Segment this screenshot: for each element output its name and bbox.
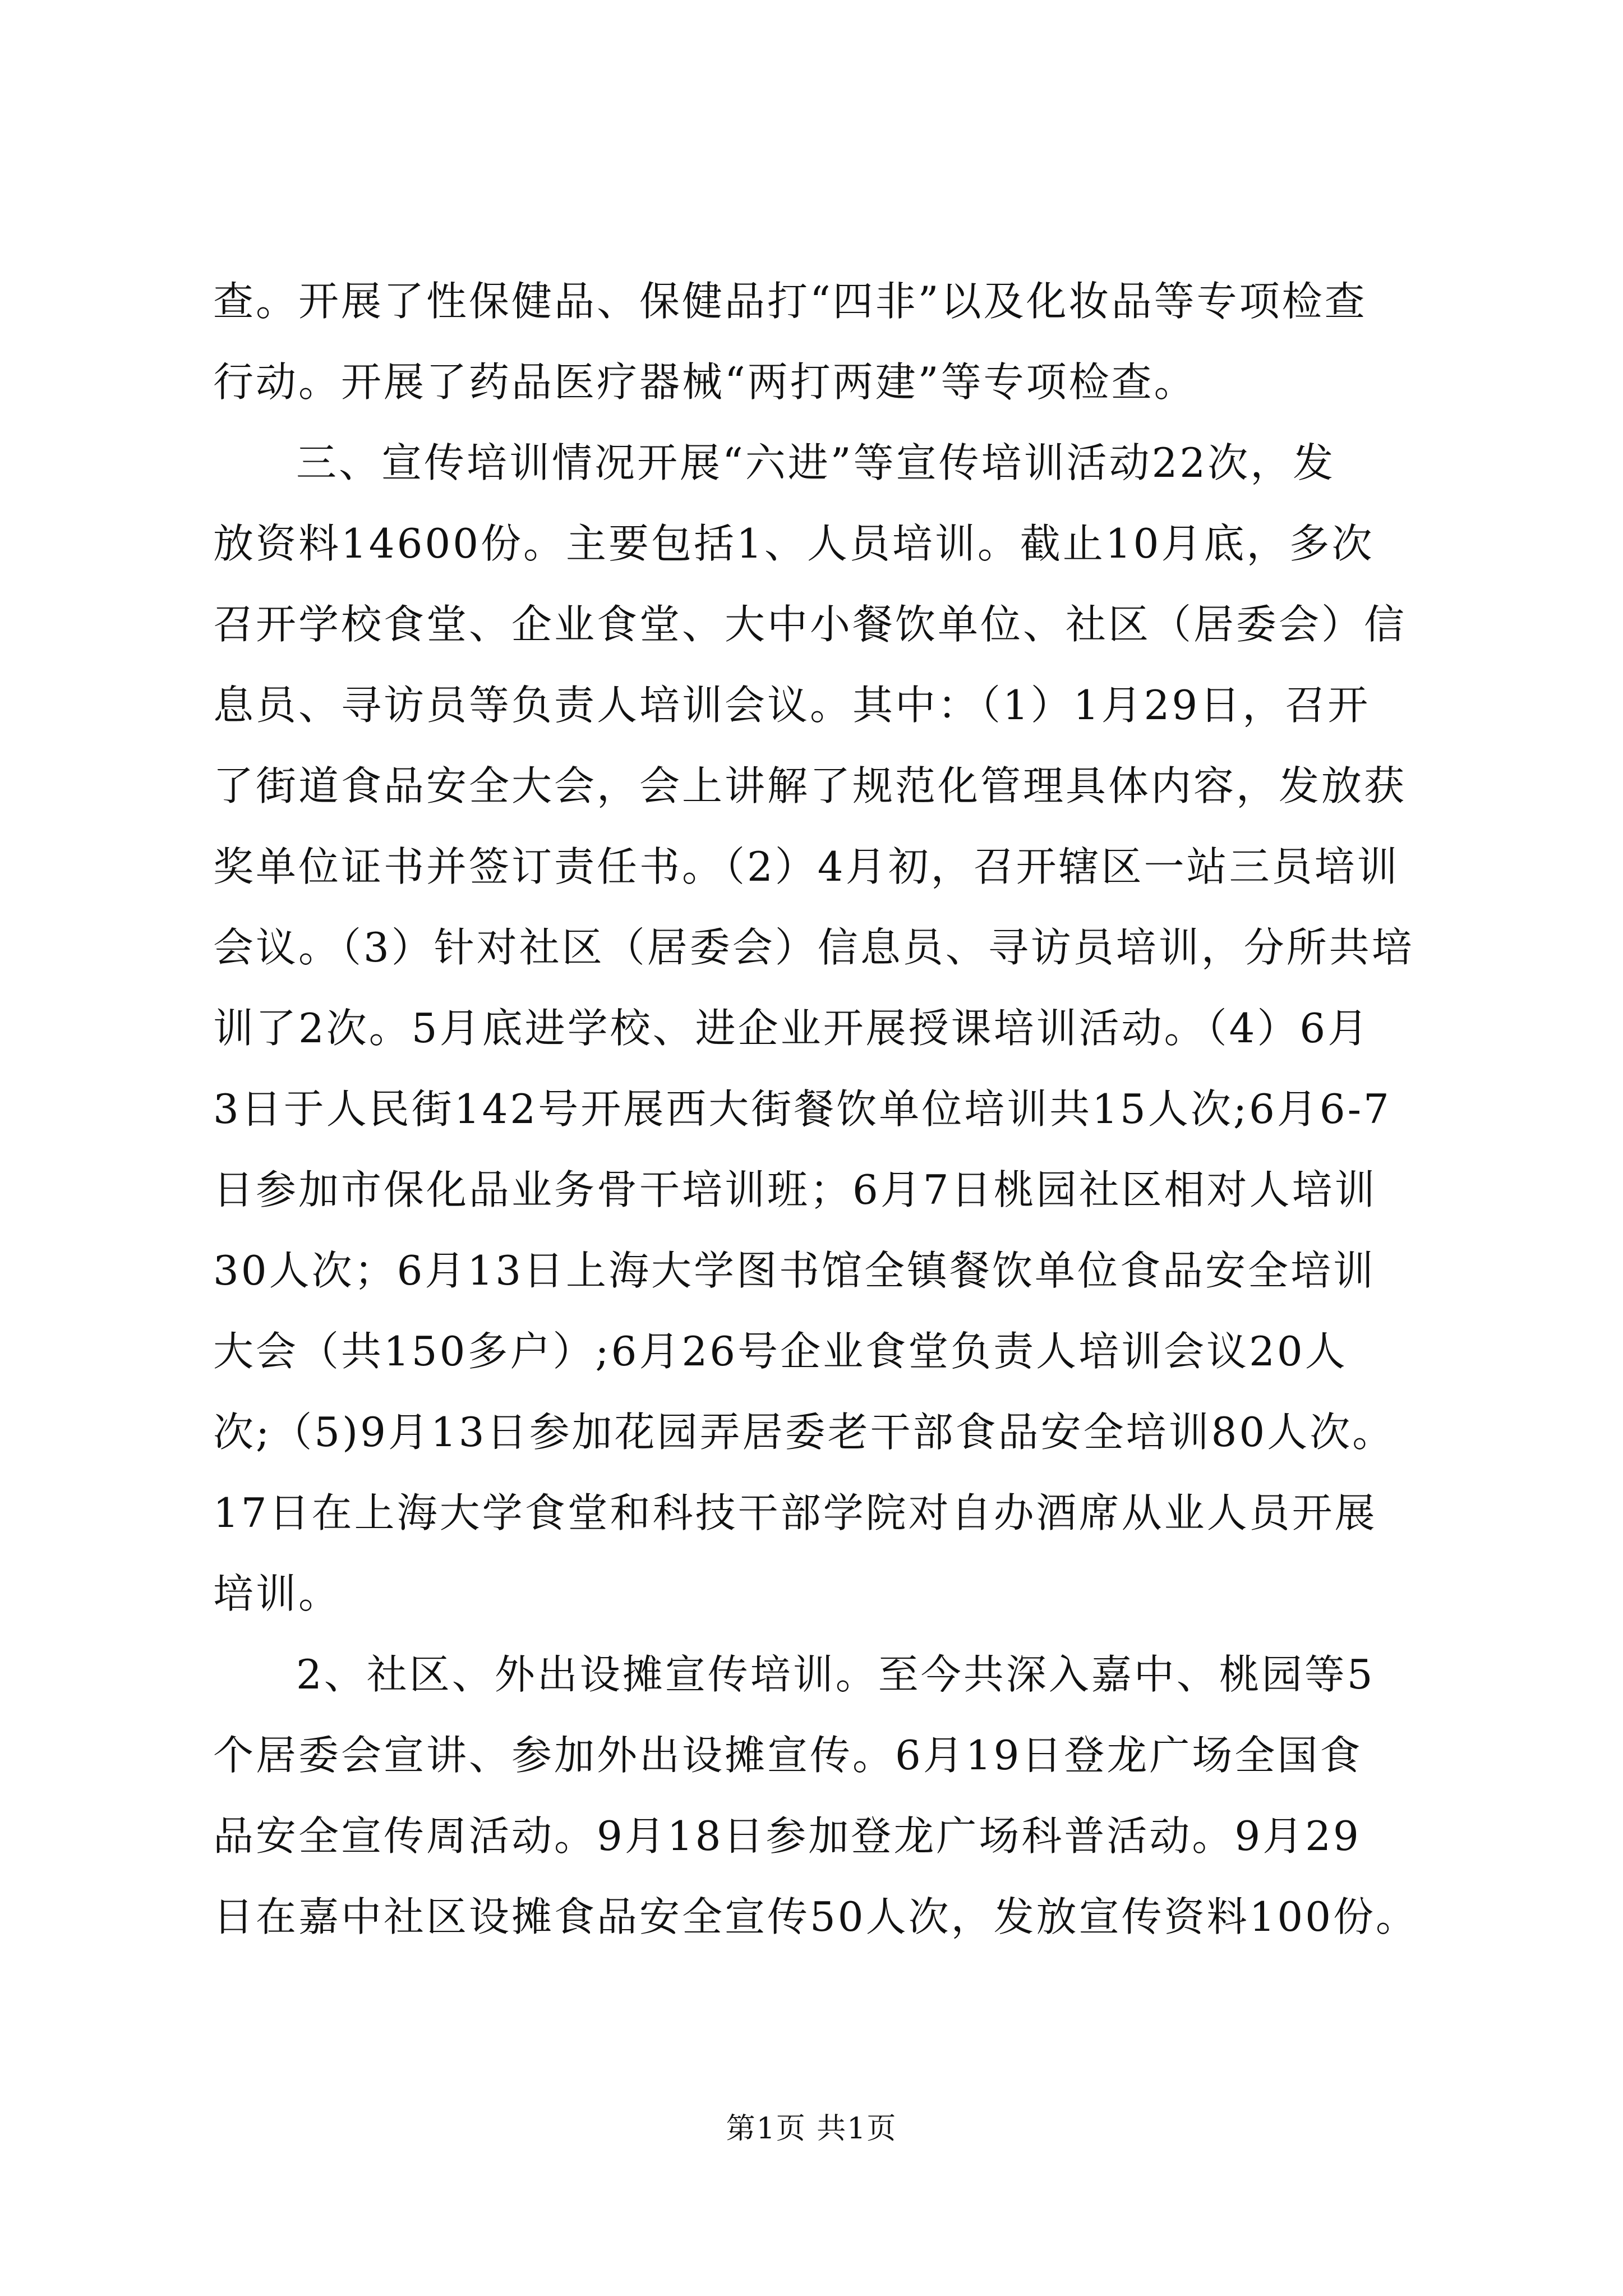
text-line: 放资料14600份。主要包括1、人员培训。截止10月底，多次 bbox=[213, 520, 1375, 567]
text-line: 个居委会宣讲、参加外出设摊宣传。6月19日登龙广场全国食 bbox=[213, 1732, 1363, 1779]
paragraph-start-line: 三、宣传培训情况开展“六进”等宣传培训活动22次，发 bbox=[296, 439, 1336, 486]
text-line: 行动。开展了药品医疗器械“两打两建”等专项检查。 bbox=[213, 358, 1197, 406]
paragraph-start-line: 2、社区、外出设摊宣传培训。至今共深入嘉中、桃园等5 bbox=[296, 1651, 1375, 1698]
text-line: 奖单位证书并签订责任书。（2）4月初，召开辖区一站三员培训 bbox=[213, 843, 1400, 890]
text-line: 训了2次。5月底进学校、进企业开展授课培训活动。（4）6月 bbox=[213, 1005, 1371, 1052]
text-line: 了街道食品安全大会，会上讲解了规范化管理具体内容，发放获 bbox=[213, 762, 1407, 809]
text-line: 17日在上海大学食堂和科技干部学院对自办酒席从业人员开展 bbox=[213, 1489, 1377, 1536]
text-line: 日参加市保化品业务骨干培训班；6月7日桃园社区相对人培训 bbox=[213, 1166, 1377, 1213]
text-line: 次;（5)9月13日参加花园弄居委老干部食品安全培训80人次。 bbox=[213, 1409, 1395, 1456]
text-line: 会议。（3）针对社区（居委会）信息员、寻访员培训，分所共培 bbox=[213, 924, 1414, 971]
text-line: 30人次；6月13日上海大学图书馆全镇餐饮单位食品安全培训 bbox=[213, 1247, 1376, 1294]
text-line: 日在嘉中社区设摊食品安全宣传50人次，发放宣传资料100份。 bbox=[213, 1893, 1419, 1940]
text-line: 培训。 bbox=[213, 1570, 342, 1617]
page-number-footer: 第1页 共1页 bbox=[726, 2112, 897, 2146]
text-line: 召开学校食堂、企业食堂、大中小餐饮单位、社区（居委会）信 bbox=[213, 601, 1407, 648]
text-line: 3日于人民街142号开展西大街餐饮单位培训共15人次;6月6-7 bbox=[213, 1085, 1391, 1133]
text-line: 大会（共150多户）;6月26号企业食堂负责人培训会议20人 bbox=[213, 1328, 1348, 1375]
text-line: 查。开展了性保健品、保健品打“四非”以及化妆品等专项检查 bbox=[213, 278, 1367, 325]
text-line: 息员、寻访员等负责人培训会议。其中：（1）1月29日，召开 bbox=[213, 682, 1371, 729]
text-line: 品安全宣传周活动。9月18日参加登龙广场科普活动。9月29 bbox=[213, 1812, 1361, 1860]
document-body bbox=[213, 261, 1419, 1957]
